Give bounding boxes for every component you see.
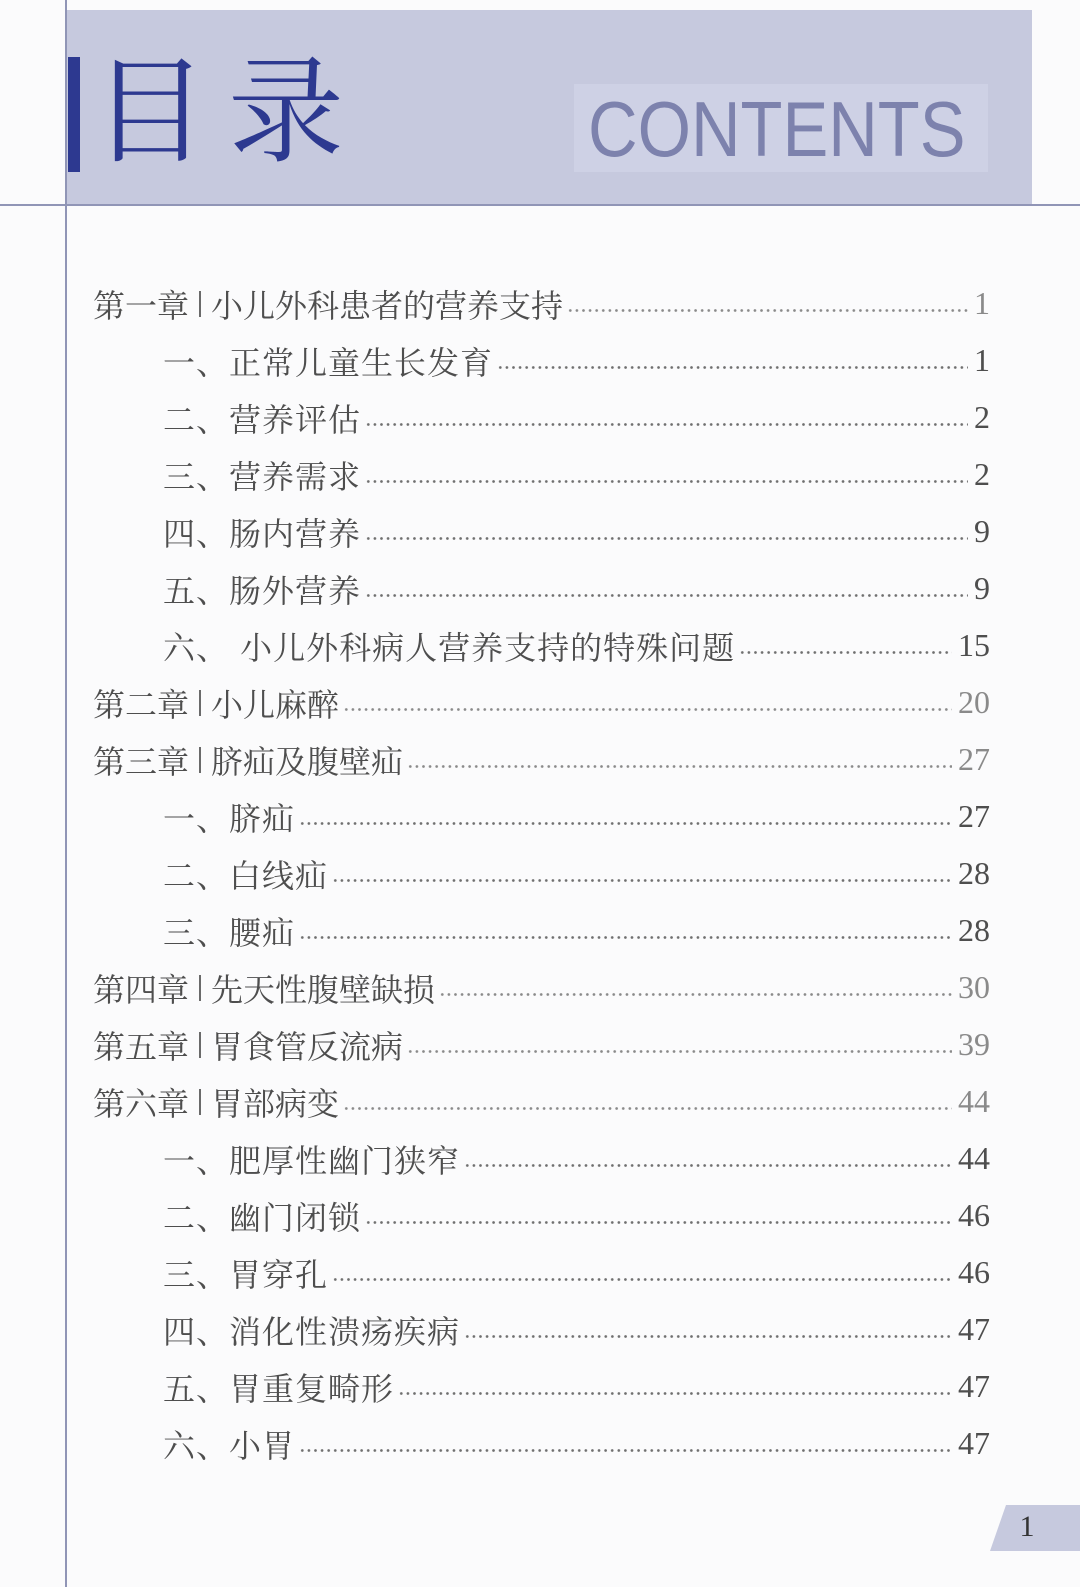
header-rule-horizontal <box>0 204 1080 206</box>
section-title: 四、消化性溃疡疾病 <box>163 1312 461 1351</box>
section-title: 三、腰疝 <box>163 913 296 952</box>
chapter-title: 小儿外科患者的营养支持 <box>211 286 564 325</box>
chapter-number: 第三章 <box>93 742 190 781</box>
section-title: 三、胃穿孔 <box>163 1255 329 1294</box>
margin-rule-vertical <box>65 0 67 1587</box>
dot-leader <box>365 408 968 427</box>
chapter-divider <box>199 690 201 716</box>
page-number: 9 <box>974 513 990 549</box>
toc-chapter-entry <box>93 731 990 788</box>
page-number: 47 <box>958 1368 990 1404</box>
chapter-divider <box>199 747 201 773</box>
page-number: 2 <box>974 399 990 435</box>
dot-leader <box>365 522 968 541</box>
toc-section-entry <box>93 845 990 902</box>
toc-section-entry <box>93 332 990 389</box>
dot-leader <box>343 693 952 712</box>
chapter-number: 第二章 <box>93 685 190 724</box>
dot-leader <box>407 750 952 769</box>
page-number: 28 <box>958 912 990 948</box>
chapter-divider <box>199 291 201 317</box>
toc-chapter-entry <box>93 1016 990 1073</box>
section-title: 二、白线疝 <box>163 856 329 895</box>
section-title: 二、幽门闭锁 <box>163 1198 362 1237</box>
chapter-title: 胃部病变 <box>211 1084 340 1123</box>
chapter-number: 第五章 <box>93 1027 190 1066</box>
dot-leader <box>398 1377 952 1396</box>
toc-section-entry <box>93 788 990 845</box>
page-number: 44 <box>958 1083 990 1119</box>
dot-leader <box>332 1263 952 1282</box>
toc-section-entry <box>93 1130 990 1187</box>
dot-leader <box>343 1092 952 1111</box>
page-title-english: CONTENTS <box>588 85 966 173</box>
page-number: 47 <box>958 1425 990 1461</box>
toc-section-entry <box>93 1415 990 1472</box>
chapter-title: 胃食管反流病 <box>211 1027 404 1066</box>
dot-leader <box>365 465 968 484</box>
toc-section-entry <box>93 1244 990 1301</box>
page-number: 46 <box>958 1197 990 1233</box>
dot-leader <box>365 1206 952 1225</box>
toc-section-entry <box>93 389 990 446</box>
section-title: 六、 小儿外科病人营养支持的特殊问题 <box>163 628 736 667</box>
section-title: 四、肠内营养 <box>163 514 362 553</box>
dot-leader <box>365 579 968 598</box>
page-number: 27 <box>958 741 990 777</box>
page-number: 30 <box>958 969 990 1005</box>
page-number: 1 <box>974 285 990 321</box>
page-number: 1 <box>974 342 990 378</box>
dot-leader <box>464 1320 952 1339</box>
page-number: 44 <box>958 1140 990 1176</box>
toc-section-entry <box>93 902 990 959</box>
folio-page-number: 1 <box>1019 1510 1035 1543</box>
toc-section-entry <box>93 1187 990 1244</box>
dot-leader <box>332 864 952 883</box>
section-title: 二、营养评估 <box>163 400 362 439</box>
chapter-number: 第一章 <box>93 286 190 325</box>
page-number: 47 <box>958 1311 990 1347</box>
toc-section-entry <box>93 1358 990 1415</box>
toc-section-entry <box>93 1301 990 1358</box>
chapter-divider <box>199 975 201 1001</box>
toc-section-entry <box>93 446 990 503</box>
page-number: 46 <box>958 1254 990 1290</box>
dot-leader <box>497 351 968 370</box>
section-title: 一、正常儿童生长发育 <box>163 343 494 382</box>
section-title: 一、肥厚性幽门狭窄 <box>163 1141 461 1180</box>
page-number: 20 <box>958 684 990 720</box>
section-title: 五、胃重复畸形 <box>163 1369 395 1408</box>
chapter-title: 先天性腹壁缺损 <box>211 970 436 1009</box>
toc-chapter-entry <box>93 674 990 731</box>
header-accent-bar <box>68 57 80 172</box>
section-title: 三、营养需求 <box>163 457 362 496</box>
dot-leader <box>299 807 952 826</box>
toc-section-entry <box>93 617 990 674</box>
dot-leader <box>299 921 952 940</box>
page-number: 39 <box>958 1026 990 1062</box>
page-number: 15 <box>958 627 990 663</box>
chapter-title: 小儿麻醉 <box>211 685 340 724</box>
section-title: 一、脐疝 <box>163 799 296 838</box>
section-title: 五、肠外营养 <box>163 571 362 610</box>
page-number: 9 <box>974 570 990 606</box>
chapter-number: 第六章 <box>93 1084 190 1123</box>
dot-leader <box>407 1035 952 1054</box>
dot-leader <box>439 978 952 997</box>
toc-section-entry <box>93 503 990 560</box>
page-number: 28 <box>958 855 990 891</box>
chapter-title: 脐疝及腹壁疝 <box>211 742 404 781</box>
chapter-divider <box>199 1032 201 1058</box>
page-number: 27 <box>958 798 990 834</box>
toc-chapter-entry <box>93 275 990 332</box>
dot-leader <box>299 1434 952 1453</box>
dot-leader <box>739 636 952 655</box>
chapter-number: 第四章 <box>93 970 190 1009</box>
table-of-contents <box>93 275 990 1472</box>
chapter-divider <box>199 1089 201 1115</box>
toc-chapter-entry <box>93 959 990 1016</box>
dot-leader <box>464 1149 952 1168</box>
page-number: 2 <box>974 456 990 492</box>
page-title-chinese: 目录 <box>92 45 364 180</box>
section-title: 六、小胃 <box>163 1426 296 1465</box>
toc-section-entry <box>93 560 990 617</box>
dot-leader <box>567 294 968 313</box>
toc-chapter-entry <box>93 1073 990 1130</box>
